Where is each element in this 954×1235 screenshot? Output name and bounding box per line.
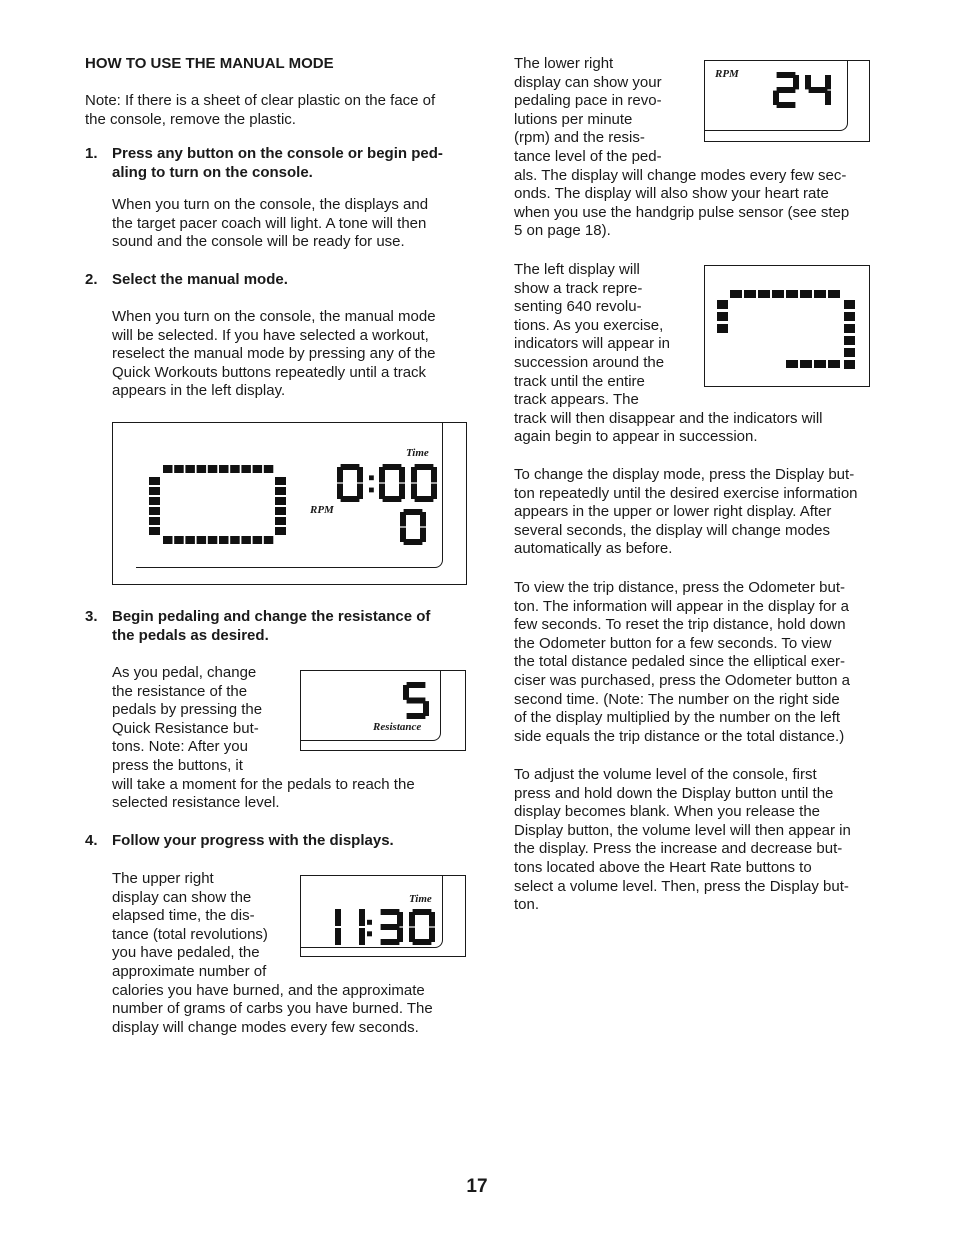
text-line: indicators will appear in	[514, 335, 670, 353]
text-line: als. The display will change modes every few sec-	[514, 166, 847, 184]
text-line: the console, remove the plastic.	[85, 110, 296, 128]
elapsed-time-digits	[301, 876, 467, 958]
digit-segment	[825, 75, 831, 89]
text-line: approximate number of	[112, 963, 267, 980]
text-line: you have pedaled, the	[112, 944, 260, 962]
text-line: the resistance of the	[112, 682, 248, 700]
digit-segment	[337, 484, 343, 499]
digit-segment	[777, 87, 796, 93]
text-line: pedals by pressing the	[112, 701, 263, 719]
colon-dot	[367, 931, 372, 936]
text-line: tons located above the Heart Rate buttons to	[514, 859, 812, 876]
digit-segment	[404, 509, 423, 515]
lcd-segment	[744, 290, 756, 298]
step-number-1: 1.	[85, 145, 98, 162]
digit-segment	[777, 102, 796, 108]
text-line: elapsed time, the dis-	[112, 907, 255, 925]
lcd-segment	[828, 290, 840, 298]
resistance-display-illustration	[300, 670, 466, 751]
digit-segment	[381, 939, 400, 945]
console-display-illustration	[112, 422, 467, 585]
text-line: tance level of the ped-	[514, 148, 662, 165]
digit-segment	[400, 528, 406, 542]
text-line: will be selected. If you have selected a workout,	[112, 326, 429, 344]
colon-dot	[369, 475, 374, 480]
text-line: pedaling pace in revo-	[514, 92, 662, 110]
digit-segment	[379, 467, 385, 482]
track-display-illustration	[704, 265, 870, 387]
text-line: appears in the upper or lower right display. After	[514, 503, 832, 521]
rpm-label: RPM	[310, 504, 334, 516]
text-line: tons. Note: After you	[112, 738, 248, 756]
digit-segment	[431, 467, 437, 482]
digit-segment	[415, 496, 434, 502]
text-line: side equals the trip distance or the total distance.)	[514, 727, 845, 745]
digit-segment	[400, 512, 406, 526]
text-line: Follow your progress with the displays.	[112, 832, 394, 849]
digit-segment	[407, 713, 426, 719]
text-line: several seconds, the display will change modes	[514, 521, 831, 539]
digit-segment	[341, 496, 360, 502]
text-line: The lower right	[514, 55, 614, 72]
text-line: Display button, the volume level will then appear in	[514, 821, 851, 839]
text-line: To change the display mode, press the Display but-	[514, 466, 855, 483]
text-line: track until the entire	[514, 372, 645, 390]
time-digits	[113, 423, 468, 586]
text-line: automatically as before.	[514, 540, 673, 558]
text-line: track will then disappear and the indicators will	[514, 409, 823, 427]
lcd-segment	[335, 928, 341, 945]
digit-segment	[407, 682, 426, 688]
text-line: display will change modes every few seconds.	[112, 1018, 419, 1036]
text-line: number of grams of carbs you have burned. The	[112, 1000, 433, 1018]
digit-segment	[381, 909, 400, 915]
text-line: Note: If there is a sheet of clear plastic on the face of	[85, 92, 436, 109]
text-line: ciser was purchased, press the Odometer button a	[514, 672, 851, 689]
digit-segment	[413, 909, 432, 915]
text-line: appears in the left display.	[112, 382, 286, 400]
text-line: will take a moment for the pedals to reach the	[112, 775, 415, 793]
text-line: sound and the console will be ready for use.	[112, 233, 405, 251]
text-line: the pedals as desired.	[112, 626, 269, 644]
text-line: of the display multiplied by the number on the left	[514, 709, 841, 727]
text-line: Press any button on the console or begin ped-	[112, 145, 443, 162]
text-line: show a track repre-	[514, 279, 643, 297]
digit-segment	[409, 912, 415, 926]
text-line: As you pedal, change	[112, 664, 257, 681]
text-line: display can show the	[112, 888, 252, 906]
lcd-segment	[359, 928, 365, 945]
lcd-segment	[844, 360, 855, 369]
lcd-segment	[800, 290, 812, 298]
text-line: Select the manual mode.	[112, 271, 288, 288]
colon-dot	[367, 920, 372, 925]
text-line: The left display will	[514, 261, 640, 278]
step-number-4: 4.	[85, 832, 98, 849]
text-line: calories you have burned, and the approximate	[112, 981, 425, 999]
lcd-segment	[844, 312, 855, 321]
text-line: succession around the	[514, 354, 665, 371]
digit-segment	[411, 484, 417, 499]
digit-segment	[383, 496, 402, 502]
lcd-segment	[844, 300, 855, 309]
lcd-segment	[335, 909, 341, 926]
text-line: ton.	[514, 896, 540, 914]
lcd-segment	[814, 290, 826, 298]
digit-segment	[420, 512, 426, 526]
step-number-2: 2.	[85, 271, 98, 288]
lcd-segment	[730, 290, 742, 298]
lcd-segment	[717, 324, 728, 333]
page-number: 17	[466, 1176, 488, 1197]
text-line: onds. The display will also show your heart rate	[514, 185, 829, 203]
digit-segment	[409, 928, 415, 942]
digit-segment	[825, 91, 831, 105]
digit-segment	[383, 464, 402, 470]
text-line: (rpm) and the resis-	[514, 129, 645, 147]
digit-segment	[407, 698, 426, 704]
rpm-digits	[705, 61, 871, 143]
text-line: lutions per minute	[514, 110, 633, 128]
section-heading: HOW TO USE THE MANUAL MODE	[85, 55, 334, 72]
lcd-segment	[772, 290, 784, 298]
resistance-digit	[301, 671, 467, 752]
text-line: ton repeatedly until the desired exercise information	[514, 484, 858, 502]
digit-segment	[381, 924, 400, 930]
lcd-segment	[844, 324, 855, 333]
text-line: The upper right	[112, 870, 214, 887]
digit-segment	[413, 939, 432, 945]
text-line: when you use the handgrip pulse sensor (see step	[514, 203, 850, 221]
digit-segment	[399, 467, 405, 482]
lcd-segment	[717, 312, 728, 321]
text-line: To view the trip distance, press the Odometer but-	[514, 579, 845, 596]
digit-segment	[357, 467, 363, 482]
digit-segment	[379, 484, 385, 499]
text-line: When you turn on the console, the manual mode	[112, 308, 436, 325]
text-line: the total distance pedaled since the elliptical exer-	[514, 653, 846, 671]
text-line: tance (total revolutions)	[112, 925, 268, 943]
rpm-label: RPM	[715, 68, 739, 80]
step-number-3: 3.	[85, 608, 98, 625]
text-line: display can show your	[514, 73, 662, 91]
text-line: When you turn on the console, the displays and	[112, 196, 429, 213]
lcd-segment	[717, 300, 728, 309]
text-line: Quick Workouts buttons repeatedly until a track	[112, 363, 427, 381]
lcd-segment	[800, 360, 812, 368]
digit-segment	[809, 87, 828, 93]
lcd-segment	[844, 336, 855, 345]
lcd-segment	[359, 909, 365, 926]
text-line: selected resistance level.	[112, 794, 280, 812]
time-display-illustration	[300, 875, 466, 957]
text-line: Quick Resistance but-	[112, 719, 259, 737]
text-line: press and hold down the Display button until the	[514, 784, 834, 802]
digit-segment	[777, 72, 796, 78]
digit-segment	[337, 467, 343, 482]
text-line: senting 640 revolu-	[514, 298, 642, 316]
text-line: Begin pedaling and change the resistance of	[112, 608, 431, 625]
text-line: select a volume level. Then, press the Display but-	[514, 877, 849, 895]
text-line: track appears. The	[514, 391, 639, 409]
text-line: second time. (Note: The number on the right side	[514, 690, 840, 708]
digit-segment	[429, 912, 435, 926]
digit-segment	[341, 464, 360, 470]
rpm-display-illustration	[704, 60, 870, 142]
digit-segment	[411, 467, 417, 482]
colon-dot	[369, 488, 374, 493]
lcd-segment	[786, 290, 798, 298]
digit-segment	[415, 464, 434, 470]
time-label: Time	[409, 893, 432, 905]
text-line: display becomes blank. When you release the	[514, 803, 821, 821]
text-line: the target pacer coach will light. A tone will then	[112, 214, 427, 232]
lcd-segment	[758, 290, 770, 298]
text-line: tions. As you exercise,	[514, 316, 664, 334]
text-line: 5 on page 18).	[514, 222, 611, 240]
partial-track-indicator	[705, 266, 871, 388]
digit-segment	[404, 539, 423, 545]
lcd-segment	[786, 360, 798, 368]
text-line: the display. Press the increase and decrease but-	[514, 840, 843, 858]
lcd-segment	[828, 360, 840, 368]
text-line: few seconds. To reset the trip distance, hold down	[514, 616, 846, 634]
text-line: press the buttons, it	[112, 757, 243, 774]
text-line: aling to turn on the console.	[112, 163, 313, 181]
text-line: To adjust the volume level of the console, first	[514, 766, 817, 783]
text-line: ton. The information will appear in the display for a	[514, 597, 849, 615]
text-line: reselect the manual mode by pressing any of the	[112, 345, 436, 363]
text-line: the Odometer button for a few seconds. To view	[514, 634, 832, 652]
resistance-label: Resistance	[373, 721, 422, 733]
lcd-segment	[814, 360, 826, 368]
time-label: Time	[406, 447, 429, 459]
lcd-segment	[844, 348, 855, 357]
text-line: again begin to appear in succession.	[514, 428, 758, 446]
